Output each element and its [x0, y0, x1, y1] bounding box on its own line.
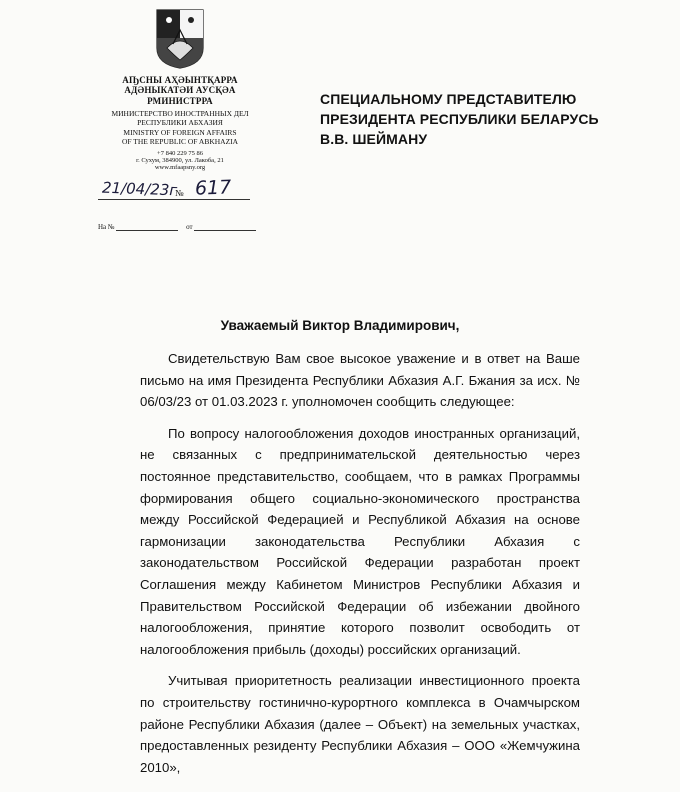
salutation: Уважаемый Виктор Владимирович,: [220, 318, 460, 333]
body-paragraph: Свидетельствую Вам свое высокое уважение и в ответ на Ваше письмо на имя Президента Республики Абхазия А.Г. Бжания за исх. № 06/03/23 от 01.03.2023 г. уполномочен сообщить следующее:: [140, 351, 580, 410]
addressee-block: [320, 89, 599, 149]
body-paragraph: По вопросу налогообложения доходов иностранных организаций, не связанных с предпринимательской деятельностью через постоянное представительство, сообщаем, что в рамках Программы формирования общего социально-экономического пространства между Российской Федерацией и Республикой Абхазия на основе гармонизации законодательства Республики Абхазия с законодательством Российской Федерации разработан проект Соглашения между Кабинетом Министров Республики Абхазия и Правительством Российской Федерации об избежании двойного налогообложения, принятие которого позволит освободить от налогообложения прибыль (доходы) российских организаций.: [140, 425, 580, 657]
letterhead-ru-line2: РЕСПУБЛИКИ АБХАЗИЯ: [137, 117, 223, 127]
letterhead-website: www.mfaapsny.org: [154, 164, 206, 172]
letter-body: [140, 348, 580, 788]
letterhead-phone: +7 840 229 75 86: [157, 149, 203, 157]
outgoing-number-label: №: [175, 188, 184, 198]
reference-line: [98, 222, 256, 231]
letterhead-abk-line3: РМИНИСТРРА: [147, 95, 213, 106]
letterhead-en-line2: OF THE REPUBLIC OF ABKHAZIA: [121, 136, 239, 146]
letterhead-ru-line1: МИНИСТЕРСТВО ИНОСТРАННЫХ ДЕЛ: [111, 109, 249, 119]
state-emblem-icon: [155, 8, 205, 70]
letterhead-abk-line2: АДӘНЫКАТӘИ АУСҚӘА: [124, 85, 236, 96]
addressee-line3: В.В. ШЕЙМАНУ: [320, 131, 428, 147]
addressee-line1: СПЕЦИАЛЬНОМУ ПРЕДСТАВИТЕЛЮ: [320, 91, 577, 107]
letterhead-address: г. Сухум, 384900, ул. Лакоба, 21: [136, 157, 224, 164]
letterhead-abk-line1: АҦСНЫ АҲӘЫНТҚАРРА: [122, 75, 238, 85]
outgoing-number: 617: [194, 176, 232, 200]
reference-date-blank: [194, 222, 256, 231]
letterhead: [86, 75, 274, 172]
reference-ot-label: от: [186, 223, 193, 231]
addressee-line2: ПРЕЗИДЕНТА РЕСПУБЛИКИ БЕЛАРУСЬ: [320, 111, 599, 127]
reference-number-blank: [116, 222, 178, 231]
letterhead-en-line1: MINISTRY OF FOREIGN AFFAIRS: [123, 128, 237, 138]
body-paragraph: Учитывая приоритетность реализации инвестиционного проекта по строительству гостинично-курортного комплекса в Очамчырском районе Республики Абхазия (далее – Объект) на земельных участках, предоставленных резиденту Республики Абхазия – ООО «Жемчужина 2010»,: [140, 673, 580, 775]
reference-na-label: На №: [98, 223, 115, 231]
outgoing-date: 21/04/23г: [101, 178, 178, 200]
outgoing-underline: [98, 199, 250, 200]
